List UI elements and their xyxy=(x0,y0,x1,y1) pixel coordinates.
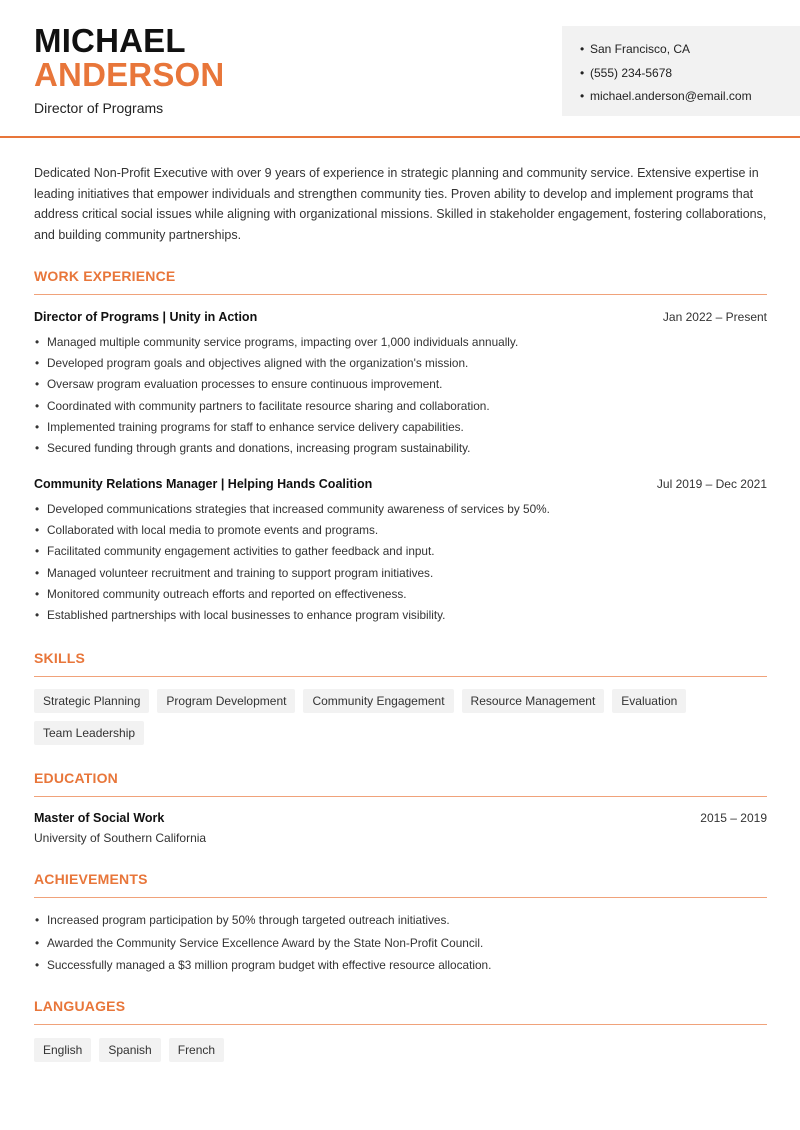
job-header xyxy=(34,477,767,491)
list-item: • Established partnerships with local businesses to enhance program visibility. xyxy=(34,605,769,626)
section-divider xyxy=(34,676,767,677)
section-title-work: WORK EXPERIENCE xyxy=(34,268,176,284)
summary-paragraph: Dedicated Non-Profit Executive with over 9 years of experience in strategic planning and community service. Extensive expertise in leading initiatives that empower individuals and strengthen community ties. Proven ability to develop and implement programs that address critical social issues while aligning with organizational missions. Skilled in stakeholder engagement, fostering collaborations, and building community partnerships. xyxy=(34,166,767,242)
education-school: University of Southern California xyxy=(34,831,207,845)
section-divider xyxy=(34,1024,767,1025)
list-item: • Increased program participation by 50% through targeted outreach initiatives. xyxy=(34,909,769,932)
skills-tags xyxy=(34,689,774,745)
skill-tag: Resource Management xyxy=(462,689,605,713)
job-date: Jul 2019 – Dec 2021 xyxy=(656,477,767,491)
section-divider xyxy=(34,294,767,295)
contact-email[interactable]: • michael.anderson@email.com xyxy=(580,85,800,109)
resume-header xyxy=(0,0,800,138)
language-tags xyxy=(34,1038,774,1062)
list-item: • Coordinated with community partners to facilitate resource sharing and collaboration. xyxy=(34,396,769,417)
job-bullets xyxy=(34,499,769,626)
job-date: Jan 2022 – Present xyxy=(662,310,767,324)
job-role: Community Relations Manager | Helping Hands Coalition xyxy=(34,477,373,491)
language-tag: English xyxy=(34,1038,91,1062)
section-divider xyxy=(34,897,767,898)
job-title: Director of Programs xyxy=(34,100,164,116)
skill-tag: Community Engagement xyxy=(303,689,453,713)
list-item: • Managed multiple community service programs, impacting over 1,000 individuals annually. xyxy=(34,332,769,353)
skill-tag: Program Development xyxy=(157,689,295,713)
section-title-education: EDUCATION xyxy=(34,770,118,786)
list-item: • Facilitated community engagement activities to gather feedback and input. xyxy=(34,541,769,562)
first-name: MICHAEL xyxy=(34,22,186,59)
list-item: • Successfully managed a $3 million program budget with effective resource allocation. xyxy=(34,954,769,977)
list-item: • Oversaw program evaluation processes to ensure continuous improvement. xyxy=(34,374,769,395)
language-tag: Spanish xyxy=(99,1038,160,1062)
section-title-skills: SKILLS xyxy=(34,650,85,666)
last-name: ANDERSON xyxy=(34,56,225,93)
list-item: • Awarded the Community Service Excellence Award by the State Non-Profit Council. xyxy=(34,932,769,955)
list-item: • Collaborated with local media to promote events and programs. xyxy=(34,520,769,541)
list-item: • Developed communications strategies that increased community awareness of services by 50%. xyxy=(34,499,769,520)
skill-tag: Team Leadership xyxy=(34,721,144,745)
contact-box xyxy=(562,26,800,116)
job-bullets xyxy=(34,332,769,459)
section-divider xyxy=(34,796,767,797)
list-item: • Monitored community outreach efforts and reported on effectiveness. xyxy=(34,584,769,605)
section-title-languages: LANGUAGES xyxy=(34,998,126,1014)
language-tag: French xyxy=(169,1038,224,1062)
education-degree: Master of Social Work xyxy=(34,811,165,825)
list-item: • Managed volunteer recruitment and training to support program initiatives. xyxy=(34,563,769,584)
contact-phone: • (555) 234-5678 xyxy=(580,62,800,86)
list-item: • Secured funding through grants and donations, increasing program sustainability. xyxy=(34,438,769,459)
job-role: Director of Programs | Unity in Action xyxy=(34,310,258,324)
job-header xyxy=(34,310,767,324)
list-item: • Implemented training programs for staff to enhance service delivery capabilities. xyxy=(34,417,769,438)
section-title-achievements: ACHIEVEMENTS xyxy=(34,871,148,887)
education-date: 2015 – 2019 xyxy=(700,811,767,825)
skill-tag: Strategic Planning xyxy=(34,689,149,713)
achievement-bullets xyxy=(34,909,769,977)
contact-location: • San Francisco, CA xyxy=(580,38,800,62)
list-item: • Developed program goals and objectives aligned with the organization's mission. xyxy=(34,353,769,374)
skill-tag: Evaluation xyxy=(612,689,686,713)
